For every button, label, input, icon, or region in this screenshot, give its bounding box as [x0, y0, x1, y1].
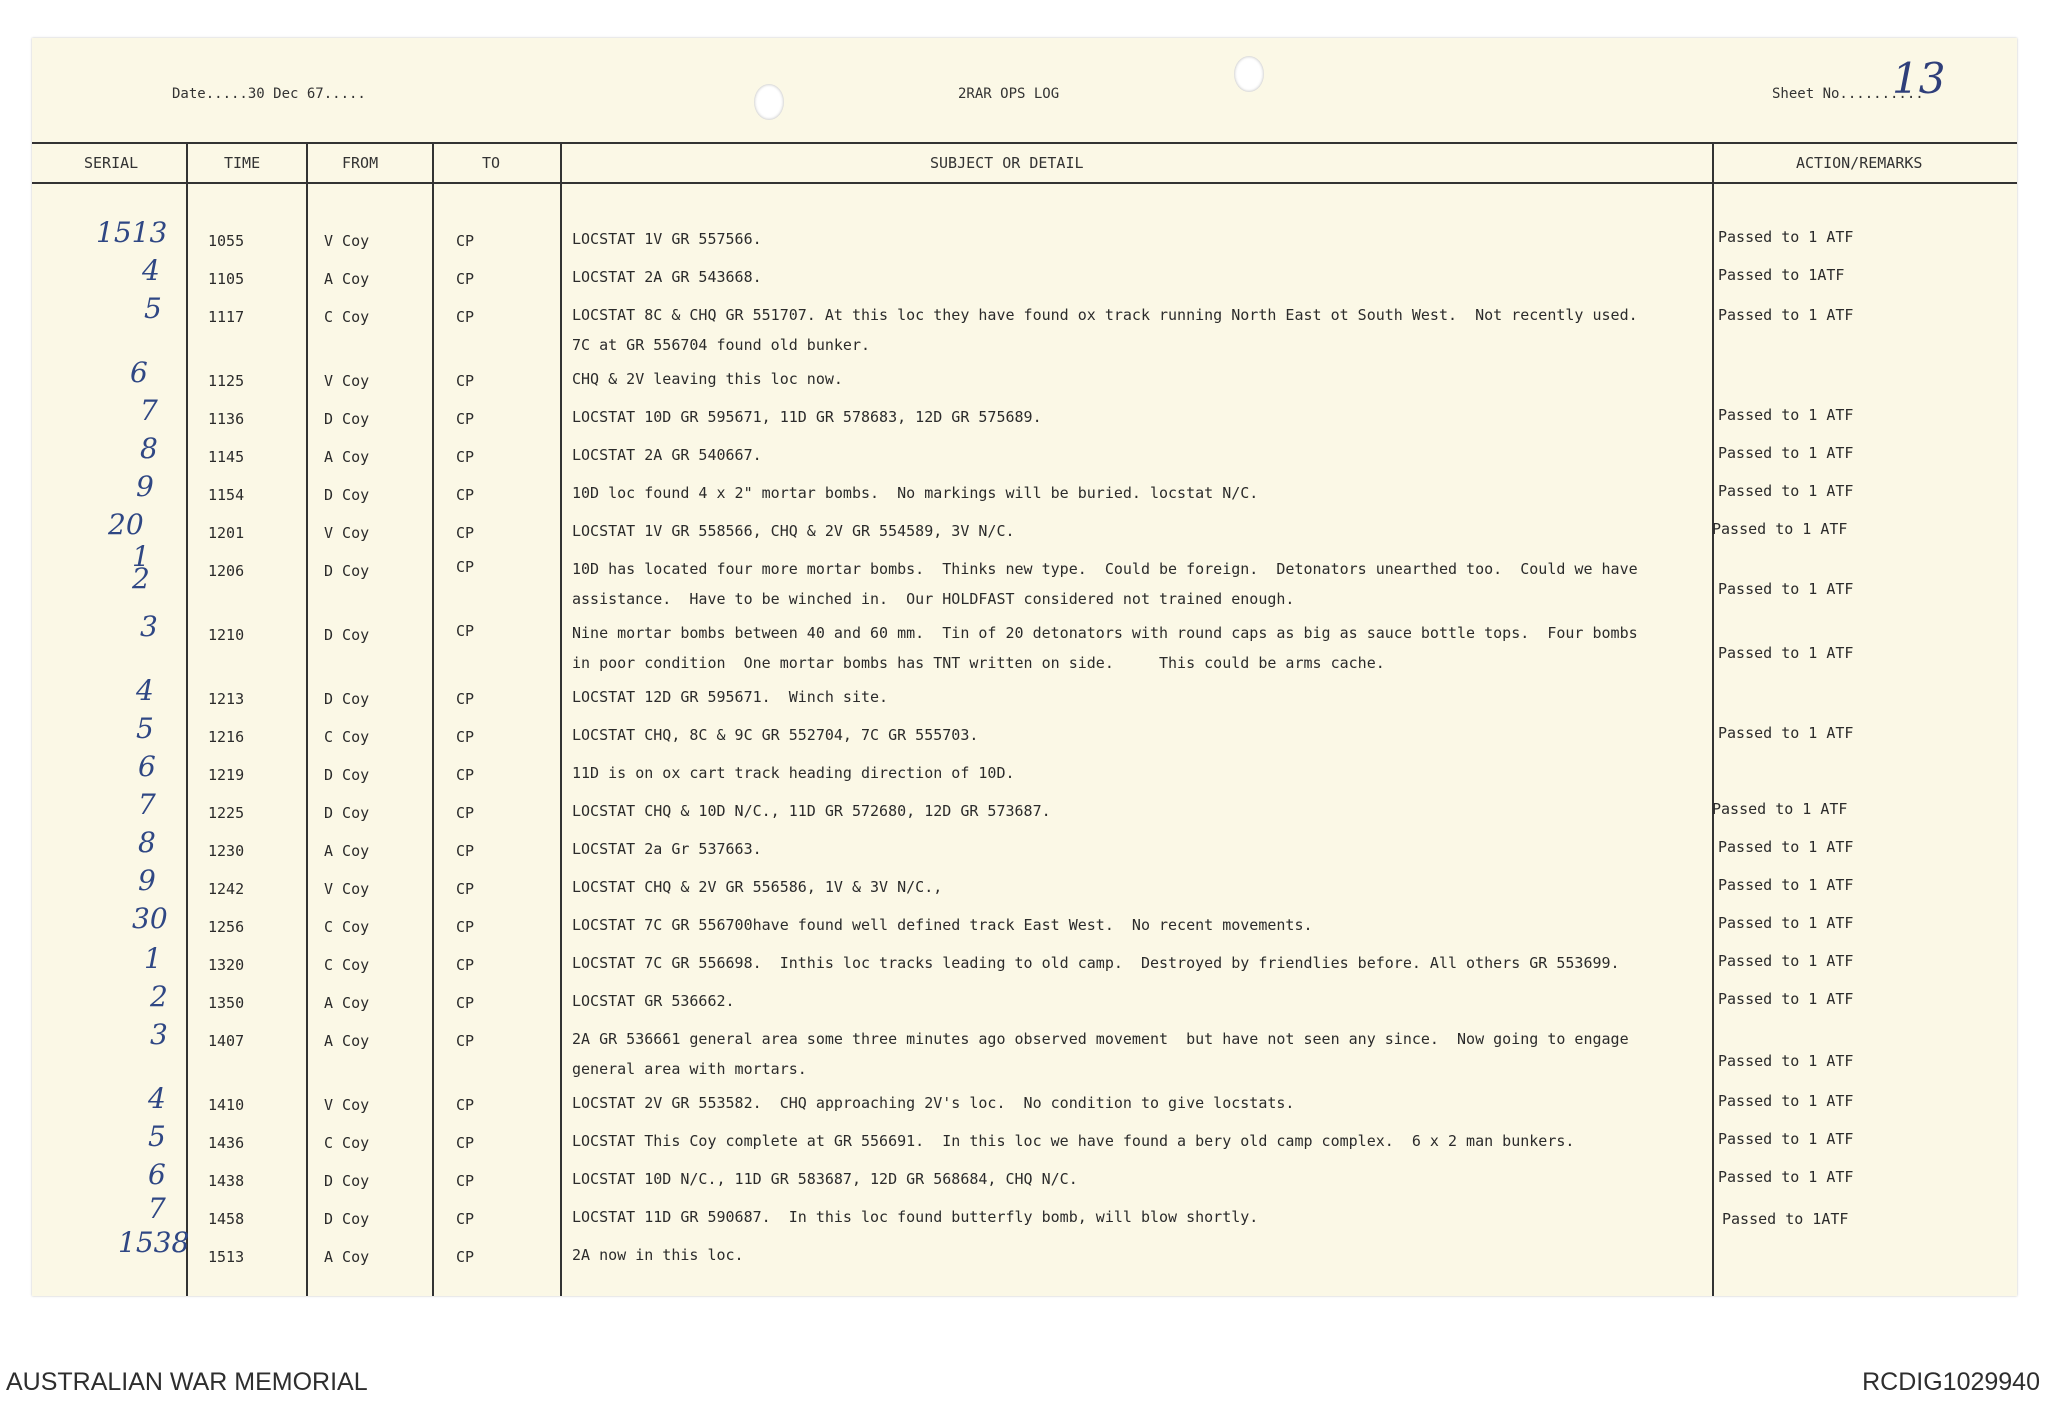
row-to: CP	[456, 486, 475, 504]
row-time: 1407	[208, 1032, 245, 1050]
row-time: 1145	[208, 448, 245, 466]
row-to: CP	[456, 410, 475, 428]
column-divider	[432, 142, 434, 1296]
row-from: D Coy	[324, 626, 370, 644]
row-detail: LOCSTAT 8C & CHQ GR 551707. At this loc they have found ox track running North East ot South West. Not recently used. 7C at GR 556704 found old bunker.	[572, 306, 1638, 354]
row-action: Passed to 1 ATF	[1718, 1130, 1854, 1148]
row-action: Passed to 1 ATF	[1712, 800, 1848, 818]
row-detail: LOCSTAT 1V GR 558566, CHQ & 2V GR 554589, 3V N/C.	[572, 522, 1015, 540]
row-from: C Coy	[324, 1134, 370, 1152]
row-time: 1242	[208, 880, 245, 898]
serial-handwritten: 9	[138, 864, 156, 897]
row-detail: 2A GR 536661 general area some three minutes ago observed movement but have not seen any since. Now going to engage general area with mortars.	[572, 1030, 1629, 1078]
row-from: A Coy	[324, 270, 370, 288]
row-to: CP	[456, 524, 475, 542]
row-action: Passed to 1 ATF	[1712, 520, 1848, 538]
row-detail: LOCSTAT 1V GR 557566.	[572, 230, 762, 248]
row-to: CP	[456, 766, 475, 784]
col-from: FROM	[342, 154, 379, 172]
row-detail: LOCSTAT CHQ & 2V GR 556586, 1V & 3V N/C.,	[572, 878, 943, 896]
log-sheet	[32, 38, 2017, 1296]
row-action: Passed to 1 ATF	[1718, 580, 1854, 598]
column-divider	[186, 142, 188, 1296]
row-to: CP	[456, 690, 475, 708]
row-from: A Coy	[324, 994, 370, 1012]
row-to: CP	[456, 842, 475, 860]
row-detail: LOCSTAT GR 536662.	[572, 992, 735, 1010]
row-action: Passed to 1 ATF	[1718, 1052, 1854, 1070]
row-time: 1225	[208, 804, 245, 822]
row-time: 1320	[208, 956, 245, 974]
sheet-number-value: 13	[1892, 54, 1946, 103]
row-time: 1201	[208, 524, 245, 542]
row-from: D Coy	[324, 804, 370, 822]
row-action: Passed to 1 ATF	[1718, 914, 1854, 932]
row-action: Passed to 1 ATF	[1718, 444, 1854, 462]
serial-handwritten: 5	[136, 712, 154, 745]
column-divider	[560, 142, 562, 1296]
col-serial: SERIAL	[84, 154, 139, 172]
row-from: A Coy	[324, 448, 370, 466]
row-detail: LOCSTAT 2A GR 543668.	[572, 268, 762, 286]
row-to: CP	[456, 994, 475, 1012]
row-from: D Coy	[324, 410, 370, 428]
row-detail: LOCSTAT This Coy complete at GR 556691. In this loc we have found a bery old camp complex. 6 x 2 man bunkers.	[572, 1132, 1575, 1150]
serial-handwritten: 5	[144, 292, 162, 325]
header-rule-top	[32, 142, 2017, 144]
row-time: 1210	[208, 626, 245, 644]
serial-handwritten: 7	[148, 1192, 166, 1225]
row-time: 1438	[208, 1172, 245, 1190]
row-to: CP	[456, 1134, 475, 1152]
row-action: Passed to 1ATF	[1722, 1210, 1849, 1228]
row-detail: 2A now in this loc.	[572, 1246, 744, 1264]
serial-handwritten: 1 2	[132, 540, 150, 595]
row-from: C Coy	[324, 918, 370, 936]
row-action: Passed to 1 ATF	[1718, 838, 1854, 856]
row-time: 1256	[208, 918, 245, 936]
row-to: CP	[456, 622, 475, 640]
serial-handwritten: 7	[138, 788, 156, 821]
serial-handwritten: 1	[144, 942, 162, 975]
row-detail: LOCSTAT 2V GR 553582. CHQ approaching 2V's loc. No condition to give locstats.	[572, 1094, 1295, 1112]
row-to: CP	[456, 1096, 475, 1114]
row-action: Passed to 1 ATF	[1718, 482, 1854, 500]
row-time: 1216	[208, 728, 245, 746]
row-to: CP	[456, 232, 475, 250]
serial-handwritten: 3	[150, 1018, 168, 1051]
row-detail: CHQ & 2V leaving this loc now.	[572, 370, 843, 388]
row-to: CP	[456, 804, 475, 822]
row-detail: 10D loc found 4 x 2" mortar bombs. No markings will be buried. locstat N/C.	[572, 484, 1259, 502]
row-to: CP	[456, 270, 475, 288]
row-from: A Coy	[324, 842, 370, 860]
row-time: 1213	[208, 690, 245, 708]
col-time: TIME	[224, 154, 261, 172]
row-action: Passed to 1 ATF	[1718, 952, 1854, 970]
footer-archive-name: AUSTRALIAN WAR MEMORIAL	[6, 1368, 368, 1396]
row-time: 1117	[208, 308, 245, 326]
row-time: 1125	[208, 372, 245, 390]
row-from: V Coy	[324, 1096, 370, 1114]
serial-handwritten: 6	[148, 1158, 166, 1191]
row-time: 1230	[208, 842, 245, 860]
row-detail: LOCSTAT CHQ, 8C & 9C GR 552704, 7C GR 555703.	[572, 726, 979, 744]
row-from: V Coy	[324, 372, 370, 390]
col-subject: SUBJECT OR DETAIL	[930, 154, 1084, 172]
row-to: CP	[456, 918, 475, 936]
row-action: Passed to 1 ATF	[1718, 1168, 1854, 1186]
row-to: CP	[456, 1172, 475, 1190]
serial-handwritten: 6	[138, 750, 156, 783]
row-to: CP	[456, 558, 475, 576]
row-to: CP	[456, 372, 475, 390]
row-from: D Coy	[324, 1210, 370, 1228]
serial-handwritten: 30	[132, 902, 168, 935]
col-to: TO	[482, 154, 501, 172]
serial-handwritten: 5	[148, 1120, 166, 1153]
punch-hole	[1234, 56, 1264, 92]
row-detail: LOCSTAT 7C GR 556698. Inthis loc tracks leading to old camp. Destroyed by friendlies before. All others GR 553699.	[572, 954, 1620, 972]
row-detail: LOCSTAT 2a Gr 537663.	[572, 840, 762, 858]
row-detail: LOCSTAT CHQ & 10D N/C., 11D GR 572680, 12D GR 573687.	[572, 802, 1051, 820]
row-detail: 11D is on ox cart track heading direction of 10D.	[572, 764, 1015, 782]
row-from: C Coy	[324, 308, 370, 326]
row-action: Passed to 1 ATF	[1718, 406, 1854, 424]
col-action: ACTION/REMARKS	[1796, 154, 1923, 172]
row-time: 1136	[208, 410, 245, 428]
row-detail: LOCSTAT 11D GR 590687. In this loc found butterfly bomb, will blow shortly.	[572, 1208, 1259, 1226]
row-time: 1458	[208, 1210, 245, 1228]
row-to: CP	[456, 308, 475, 326]
row-action: Passed to 1 ATF	[1718, 876, 1854, 894]
serial-handwritten: 8	[140, 432, 158, 465]
serial-handwritten: 8	[138, 826, 156, 859]
serial-handwritten: 20	[108, 508, 144, 541]
serial-handwritten: 4	[148, 1082, 166, 1115]
row-detail: LOCSTAT 10D N/C., 11D GR 583687, 12D GR 568684, CHQ N/C.	[572, 1170, 1078, 1188]
row-detail: LOCSTAT 7C GR 556700have found well defined track East West. No recent movements.	[572, 916, 1313, 934]
serial-handwritten: 6	[130, 356, 148, 389]
serial-handwritten: 3	[140, 610, 158, 643]
row-action: Passed to 1 ATF	[1718, 1092, 1854, 1110]
row-from: D Coy	[324, 486, 370, 504]
row-detail: Nine mortar bombs between 40 and 60 mm. Tin of 20 detonators with round caps as big as sauce bottle tops. Four bombs in poor condition One mortar bombs has TNT written on side. This could be arms cache.	[572, 624, 1638, 672]
serial-handwritten: 7	[140, 394, 158, 427]
row-detail: LOCSTAT 10D GR 595671, 11D GR 578683, 12D GR 575689.	[572, 408, 1042, 426]
row-time: 1410	[208, 1096, 245, 1114]
serial-handwritten: 2	[150, 980, 168, 1013]
row-from: D Coy	[324, 690, 370, 708]
serial-handwritten: 9	[136, 470, 154, 503]
row-to: CP	[456, 880, 475, 898]
row-to: CP	[456, 728, 475, 746]
row-action: Passed to 1 ATF	[1718, 990, 1854, 1008]
serial-handwritten: 4	[142, 254, 160, 287]
row-to: CP	[456, 1248, 475, 1266]
row-from: V Coy	[324, 880, 370, 898]
row-detail: 10D has located four more mortar bombs. Thinks new type. Could be foreign. Detonators unearthed too. Could we have assistance. Have to be winched in. Our HOLDFAST considered not trained enough.	[572, 560, 1638, 608]
serial-handwritten: 1513	[96, 216, 168, 249]
row-from: D Coy	[324, 1172, 370, 1190]
row-time: 1055	[208, 232, 245, 250]
row-detail: LOCSTAT 12D GR 595671. Winch site.	[572, 688, 889, 706]
column-divider	[306, 142, 308, 1296]
footer-record-id: RCDIG1029940	[1862, 1368, 2040, 1396]
row-from: C Coy	[324, 728, 370, 746]
row-time: 1154	[208, 486, 245, 504]
row-action: Passed to 1ATF	[1718, 266, 1845, 284]
row-time: 1513	[208, 1248, 245, 1266]
row-from: D Coy	[324, 766, 370, 784]
row-to: CP	[456, 1032, 475, 1050]
row-from: V Coy	[324, 232, 370, 250]
row-from: D Coy	[324, 562, 370, 580]
date-field: Date.....30 Dec 67.....	[172, 86, 366, 102]
row-from: C Coy	[324, 956, 370, 974]
header-rule-bottom	[32, 182, 2017, 184]
row-time: 1105	[208, 270, 245, 288]
row-from: A Coy	[324, 1248, 370, 1266]
row-time: 1350	[208, 994, 245, 1012]
log-title: 2RAR OPS LOG	[958, 86, 1060, 102]
row-time: 1219	[208, 766, 245, 784]
serial-handwritten: 4	[136, 674, 154, 707]
row-action: Passed to 1 ATF	[1718, 306, 1854, 324]
row-action: Passed to 1 ATF	[1718, 644, 1854, 662]
row-from: V Coy	[324, 524, 370, 542]
row-time: 1436	[208, 1134, 245, 1152]
row-action: Passed to 1 ATF	[1718, 724, 1854, 742]
punch-hole	[754, 84, 784, 120]
row-time: 1206	[208, 562, 245, 580]
row-detail: LOCSTAT 2A GR 540667.	[572, 446, 762, 464]
sheet-number-label: Sheet No..........	[1772, 86, 1924, 102]
row-to: CP	[456, 956, 475, 974]
row-to: CP	[456, 448, 475, 466]
serial-handwritten: 1538	[118, 1226, 190, 1259]
row-from: A Coy	[324, 1032, 370, 1050]
row-to: CP	[456, 1210, 475, 1228]
row-action: Passed to 1 ATF	[1718, 228, 1854, 246]
